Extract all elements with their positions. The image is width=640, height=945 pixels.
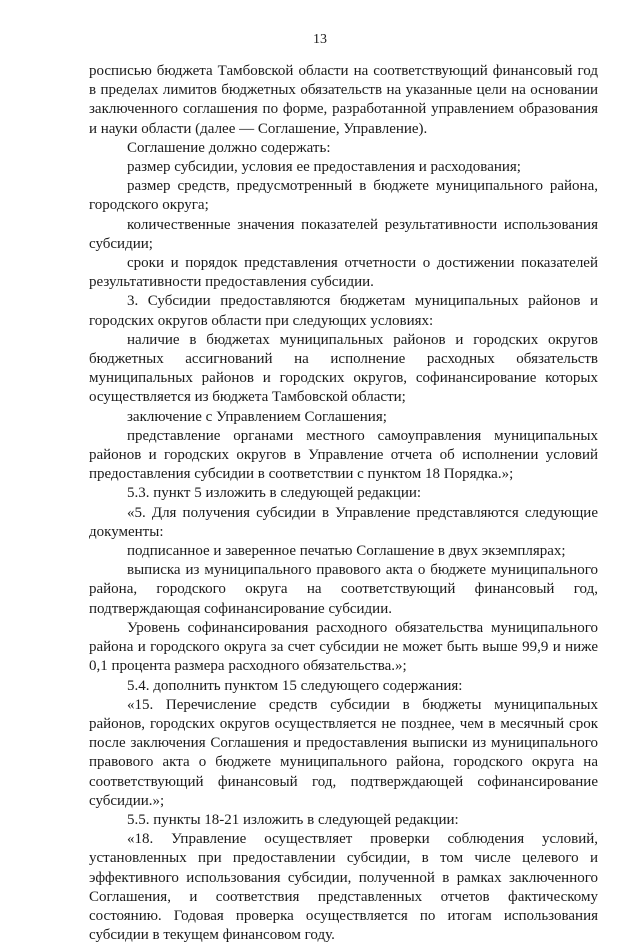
paragraph: Уровень софинансирования расходного обязательства муниципального района и городского округа за счет субсидии не может быть выше 99,9 и ниже 0,1 процента размера расходного обязательства.»; xyxy=(89,619,598,675)
paragraph: «18. Управление осуществляет проверки соблюдения условий, установленных при предоставлении субсидии, в том числе целевого и эффективного использования субсидии, полученной в рамках заключенного Соглашения, и соответствия представленных отчетов фактическому состоянию. Годовая проверка осуществляется по итогам использования субсидии в текущем финансовом году. xyxy=(89,831,598,944)
paragraph: подписанное и заверенное печатью Соглашение в двух экземплярах; xyxy=(127,543,566,560)
paragraph: Соглашение должно содержать: xyxy=(127,139,331,156)
paragraph: представление органами местного самоуправления муниципальных районов и городских округов в Управление отчета об исполнении условий предоставления субсидии в соответствии с пунктом 18 Порядка.»; xyxy=(89,427,598,483)
paragraph: размер средств, предусмотренный в бюджете муниципального района, городского округа; xyxy=(89,178,598,214)
paragraph: «15. Перечисление средств субсидии в бюджеты муниципальных районов, городских округов осуществляется не позднее, чем в месячный срок после заключения Соглашения и предоставления выписки из муниципального правового акта о бюджете муниципального района, городского округа на соответствующий финансовый год, подтверждающей софинансирование субсидии.»; xyxy=(89,696,598,809)
paragraph: выписка из муниципального правового акта о бюджете муниципального района, городского округа на соответствующий финансовый год, подтверждающая софинансирование субсидии. xyxy=(89,562,598,617)
document-body xyxy=(89,62,598,945)
paragraph: «5. Для получения субсидии в Управление представляются следующие документы: xyxy=(89,504,598,540)
paragraph: заключение с Управлением Соглашения; xyxy=(127,408,387,425)
paragraph: 3. Субсидии предоставляются бюджетам муниципальных районов и городских округов области при следующих условиях: xyxy=(89,293,598,329)
paragraph: сроки и порядок представления отчетности о достижении показателей результативности предоставления субсидии. xyxy=(89,255,598,291)
paragraph: росписью бюджета Тамбовской области на соответствующий финансовый год в пределах лимитов бюджетных обязательств на указанные цели на основании заключенного соглашения по форме, разработанной управлением образования и науки области (далее — Соглашение, Управление). xyxy=(89,63,598,137)
paragraph: наличие в бюджетах муниципальных районов и городских округов бюджетных ассигнований на исполнение расходных обязательств муниципальных районов и городских округов, софинансирование которых осуществляется из бюджета Тамбовской области; xyxy=(89,331,598,406)
paragraph: 5.3. пункт 5 изложить в следующей редакции: xyxy=(127,485,422,502)
paragraph: 5.4. дополнить пунктом 15 следующего содержания: xyxy=(127,677,463,694)
paragraph: 5.5. пункты 18-21 изложить в следующей редакции: xyxy=(127,811,459,828)
page-number: 13 xyxy=(313,32,327,47)
paragraph: количественные значения показателей результативности использования субсидии; xyxy=(89,216,598,252)
paragraph: размер субсидии, условия ее предоставления и расходования; xyxy=(127,159,521,176)
